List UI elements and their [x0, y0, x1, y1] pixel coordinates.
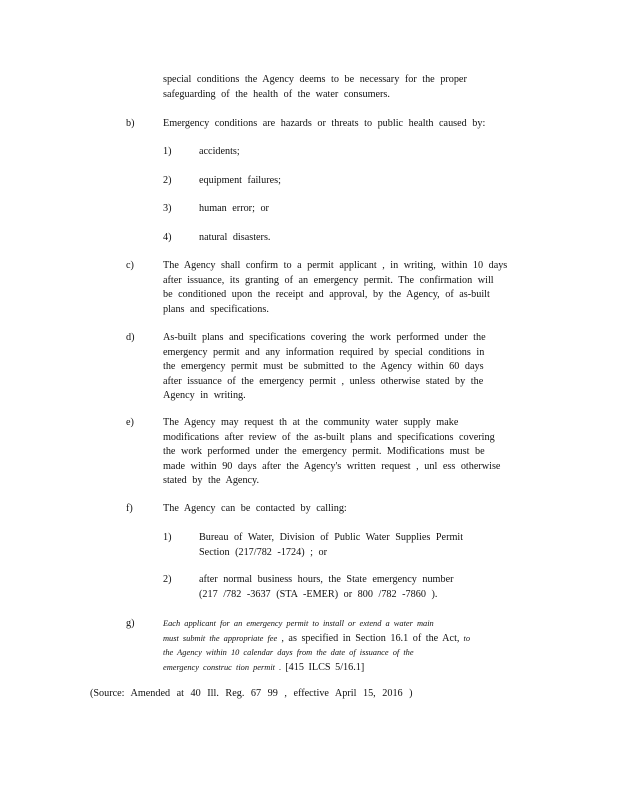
text-line: made within 90 days after the Agency's written request , unl ess otherwise — [163, 460, 501, 472]
paragraph-e — [163, 416, 523, 489]
subitem-text: accidents; — [199, 146, 240, 157]
subitem-text — [199, 573, 454, 602]
italic-text: emergency construc tion permit . — [163, 662, 282, 672]
text-line: The Agency may request th at the community water supply make — [163, 417, 459, 428]
subitem-text: natural disasters. — [199, 232, 271, 243]
text-line — [163, 661, 523, 676]
item-letter-c: c) — [126, 260, 134, 271]
text-line: after normal business hours, the State emergency number — [199, 574, 454, 585]
subitem-text: human error; or — [199, 203, 269, 214]
paragraph-g — [163, 617, 523, 675]
item-letter-e: e) — [126, 417, 134, 428]
text-line: after issuance of the emergency permit , unless otherwise stated by the — [163, 375, 484, 387]
paragraph-f-text: The Agency can be contacted by calling: — [163, 503, 347, 514]
intro-paragraph — [163, 73, 523, 102]
italic-text: must submit the appropriate fee — [163, 633, 278, 643]
text-line — [163, 632, 523, 647]
text-line: special conditions the Agency deems to be necessary for the proper — [163, 74, 467, 85]
text-line: the emergency permit must be submitted to the Agency within 60 days — [163, 361, 484, 372]
text-line: emergency permit and any information required by special conditions in — [163, 346, 485, 358]
paragraph-d — [163, 331, 523, 404]
italic-text: to — [463, 633, 471, 643]
text-line: safeguarding of the health of the water consumers. — [163, 88, 390, 100]
subitem-text: equipment failures; — [199, 175, 281, 186]
subitem-text — [199, 531, 463, 560]
paragraph-c — [163, 259, 523, 317]
paragraph-b-text: Emergency conditions are hazards or threats to public health caused by: — [163, 118, 486, 129]
text-line: the work performed under the emergency permit. Modifications must be — [163, 446, 485, 457]
subitem-number: 2) — [163, 175, 172, 186]
text-line: after issuance, its granting of an emergency permit. The confirmation will — [163, 274, 494, 286]
item-letter-d: d) — [126, 332, 135, 343]
text-line: The Agency shall confirm to a permit applicant , in writing, within 10 days — [163, 260, 508, 271]
subitem-number: 3) — [163, 203, 172, 214]
item-letter-f: f) — [126, 503, 133, 514]
item-letter-g: g) — [126, 618, 135, 629]
subitem-number: 2) — [163, 574, 172, 585]
text-line: be conditioned upon the receipt and approval, by the Agency, of as-built — [163, 289, 490, 300]
text-line: As-built plans and specifications covering the work performed under the — [163, 332, 486, 343]
text-line: Each applicant for an emergency permit to install or extend a water main — [163, 619, 434, 628]
text-line: plans and specifications. — [163, 303, 269, 315]
item-letter-b: b) — [126, 118, 135, 129]
text-line: Agency in writing. — [163, 390, 246, 401]
text-line: (217 /782 -3637 (STA -EMER) or 800 /782 -7860 ). — [199, 588, 438, 600]
source-note: (Source: Amended at 40 Ill. Reg. 67 99 , effective April 15, 2016 ) — [90, 688, 413, 699]
upright-text: , as specified in Section 16.1 of the Act, — [281, 632, 460, 644]
text-line: the Agency within 10 calendar days from the date of issuance of the — [163, 648, 414, 657]
subitem-number: 1) — [163, 146, 172, 157]
text-line: stated by the Agency. — [163, 475, 260, 486]
text-line: modifications after review of the as-built plans and specifications covering — [163, 431, 495, 443]
subitem-number: 1) — [163, 532, 172, 543]
statute-citation: [415 ILCS 5/16.1] — [285, 661, 365, 673]
text-line: Section (217/782 -1724) ; or — [199, 546, 328, 558]
subitem-number: 4) — [163, 232, 172, 243]
text-line: Bureau of Water, Division of Public Water Supplies Permit — [199, 532, 464, 543]
